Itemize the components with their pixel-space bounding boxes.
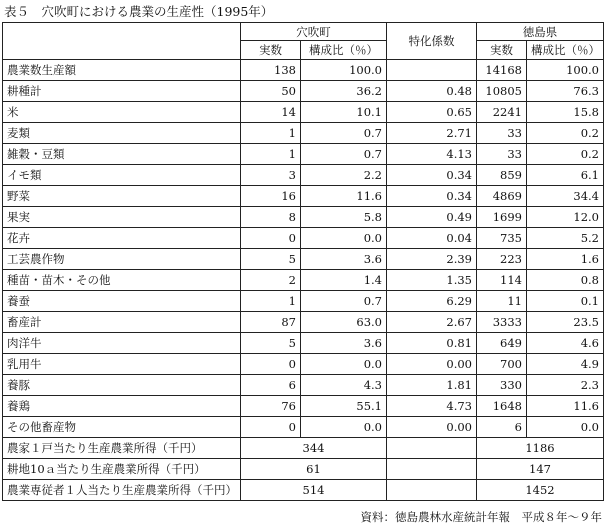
pref-actual-cell: 735 <box>477 228 527 249</box>
pref-ratio-cell: 1.6 <box>527 249 604 270</box>
summary-specialization-cell <box>387 459 477 480</box>
header-specialization: 特化係数 <box>387 23 477 60</box>
table-row <box>3 291 604 312</box>
summary-label: 農家１戸当たり生産農業所得（千円） <box>3 438 241 459</box>
pref-ratio-cell: 15.8 <box>527 102 604 123</box>
local-actual-cell: 5 <box>241 333 301 354</box>
table-row <box>3 270 604 291</box>
pref-ratio-cell: 76.3 <box>527 81 604 102</box>
header-group-pref: 徳島県 <box>477 23 604 41</box>
local-ratio-cell: 3.6 <box>301 333 387 354</box>
local-actual-cell: 16 <box>241 186 301 207</box>
pref-actual-cell: 10805 <box>477 81 527 102</box>
specialization-cell: 2.71 <box>387 123 477 144</box>
row-label: 畜産計 <box>3 312 241 333</box>
specialization-cell: 0.34 <box>387 165 477 186</box>
row-label: イモ類 <box>3 165 241 186</box>
pref-ratio-cell: 4.6 <box>527 333 604 354</box>
local-ratio-cell: 3.6 <box>301 249 387 270</box>
local-actual-cell: 0 <box>241 354 301 375</box>
table-row <box>3 249 604 270</box>
pref-ratio-cell: 0.2 <box>527 123 604 144</box>
table-row <box>3 102 604 123</box>
row-label: 農業数生産額 <box>3 60 241 81</box>
local-ratio-cell: 0.0 <box>301 354 387 375</box>
summary-specialization-cell <box>387 480 477 501</box>
specialization-cell: 4.73 <box>387 396 477 417</box>
local-actual-cell: 8 <box>241 207 301 228</box>
source-note: 資料：徳島農林水産統計年報 平成８年～９年 <box>360 510 602 524</box>
pref-actual-cell: 223 <box>477 249 527 270</box>
row-label: 肉洋牛 <box>3 333 241 354</box>
row-label: その他畜産物 <box>3 417 241 438</box>
row-label: 種苗・苗木・その他 <box>3 270 241 291</box>
pref-actual-cell: 330 <box>477 375 527 396</box>
summary-label: 農業専従者１人当たり生産農業所得（千円） <box>3 480 241 501</box>
specialization-cell: 4.13 <box>387 144 477 165</box>
row-label: 果実 <box>3 207 241 228</box>
local-actual-cell: 2 <box>241 270 301 291</box>
table-row <box>3 165 604 186</box>
header-corner <box>3 23 241 60</box>
local-ratio-cell: 0.7 <box>301 144 387 165</box>
pref-ratio-cell: 100.0 <box>527 60 604 81</box>
pref-actual-cell: 1648 <box>477 396 527 417</box>
pref-ratio-cell: 5.2 <box>527 228 604 249</box>
table-row <box>3 396 604 417</box>
pref-actual-cell: 33 <box>477 123 527 144</box>
specialization-cell: 2.67 <box>387 312 477 333</box>
pref-ratio-cell: 4.9 <box>527 354 604 375</box>
header-pref-ratio: 構成比（％） <box>527 41 604 60</box>
local-actual-cell: 0 <box>241 417 301 438</box>
summary-local-cell: 514 <box>241 480 387 501</box>
row-label: 養蚕 <box>3 291 241 312</box>
local-ratio-cell: 63.0 <box>301 312 387 333</box>
local-ratio-cell: 36.2 <box>301 81 387 102</box>
table-row <box>3 417 604 438</box>
pref-ratio-cell: 6.1 <box>527 165 604 186</box>
local-ratio-cell: 2.2 <box>301 165 387 186</box>
table-row <box>3 60 604 81</box>
summary-label: 耕地10ａ当たり生産農業所得（千円） <box>3 459 241 480</box>
local-ratio-cell: 4.3 <box>301 375 387 396</box>
local-ratio-cell: 0.0 <box>301 228 387 249</box>
table-row <box>3 354 604 375</box>
productivity-table <box>2 22 604 501</box>
header-local-actual: 実数 <box>241 41 301 60</box>
local-actual-cell: 1 <box>241 144 301 165</box>
table-row <box>3 81 604 102</box>
pref-actual-cell: 6 <box>477 417 527 438</box>
summary-pref-cell: 1186 <box>477 438 604 459</box>
pref-actual-cell: 859 <box>477 165 527 186</box>
summary-local-cell: 344 <box>241 438 387 459</box>
pref-ratio-cell: 2.3 <box>527 375 604 396</box>
row-label: 乳用牛 <box>3 354 241 375</box>
header-local-ratio: 構成比（％） <box>301 41 387 60</box>
specialization-cell: 0.34 <box>387 186 477 207</box>
pref-ratio-cell: 12.0 <box>527 207 604 228</box>
local-actual-cell: 87 <box>241 312 301 333</box>
local-actual-cell: 3 <box>241 165 301 186</box>
local-actual-cell: 0 <box>241 228 301 249</box>
pref-actual-cell: 649 <box>477 333 527 354</box>
local-actual-cell: 1 <box>241 291 301 312</box>
specialization-cell: 1.81 <box>387 375 477 396</box>
summary-row <box>3 438 604 459</box>
summary-specialization-cell <box>387 438 477 459</box>
summary-pref-cell: 147 <box>477 459 604 480</box>
summary-pref-cell: 1452 <box>477 480 604 501</box>
header-row-groups <box>3 23 604 41</box>
pref-actual-cell: 33 <box>477 144 527 165</box>
local-ratio-cell: 0.7 <box>301 291 387 312</box>
pref-ratio-cell: 0.2 <box>527 144 604 165</box>
specialization-cell: 0.65 <box>387 102 477 123</box>
pref-actual-cell: 14168 <box>477 60 527 81</box>
specialization-cell: 0.00 <box>387 354 477 375</box>
specialization-cell: 6.29 <box>387 291 477 312</box>
local-actual-cell: 1 <box>241 123 301 144</box>
pref-actual-cell: 2241 <box>477 102 527 123</box>
pref-ratio-cell: 0.1 <box>527 291 604 312</box>
row-label: 野菜 <box>3 186 241 207</box>
row-label: 工芸農作物 <box>3 249 241 270</box>
table-row <box>3 333 604 354</box>
local-ratio-cell: 5.8 <box>301 207 387 228</box>
pref-actual-cell: 114 <box>477 270 527 291</box>
local-actual-cell: 6 <box>241 375 301 396</box>
local-actual-cell: 50 <box>241 81 301 102</box>
table-title: 表５ 穴吹町における農業の生産性（1995年） <box>4 4 274 19</box>
pref-actual-cell: 4869 <box>477 186 527 207</box>
row-label: 雑穀・豆類 <box>3 144 241 165</box>
summary-local-cell: 61 <box>241 459 387 480</box>
pref-ratio-cell: 0.0 <box>527 417 604 438</box>
specialization-cell: 0.49 <box>387 207 477 228</box>
row-label: 米 <box>3 102 241 123</box>
local-ratio-cell: 0.7 <box>301 123 387 144</box>
pref-actual-cell: 3333 <box>477 312 527 333</box>
table-row <box>3 144 604 165</box>
pref-actual-cell: 11 <box>477 291 527 312</box>
pref-ratio-cell: 0.8 <box>527 270 604 291</box>
specialization-cell: 0.04 <box>387 228 477 249</box>
specialization-cell: 0.81 <box>387 333 477 354</box>
specialization-cell: 1.35 <box>387 270 477 291</box>
local-ratio-cell: 0.0 <box>301 417 387 438</box>
local-actual-cell: 14 <box>241 102 301 123</box>
table-row <box>3 375 604 396</box>
table-row <box>3 207 604 228</box>
specialization-cell <box>387 60 477 81</box>
local-actual-cell: 138 <box>241 60 301 81</box>
pref-actual-cell: 700 <box>477 354 527 375</box>
table-row <box>3 123 604 144</box>
local-ratio-cell: 55.1 <box>301 396 387 417</box>
local-actual-cell: 5 <box>241 249 301 270</box>
summary-row <box>3 480 604 501</box>
local-ratio-cell: 100.0 <box>301 60 387 81</box>
pref-ratio-cell: 34.4 <box>527 186 604 207</box>
specialization-cell: 0.00 <box>387 417 477 438</box>
pref-ratio-cell: 11.6 <box>527 396 604 417</box>
table-row <box>3 228 604 249</box>
pref-actual-cell: 1699 <box>477 207 527 228</box>
header-pref-actual: 実数 <box>477 41 527 60</box>
table-row <box>3 312 604 333</box>
table-row <box>3 186 604 207</box>
header-group-local: 穴吹町 <box>241 23 387 41</box>
row-label: 麦類 <box>3 123 241 144</box>
local-ratio-cell: 11.6 <box>301 186 387 207</box>
local-ratio-cell: 1.4 <box>301 270 387 291</box>
local-actual-cell: 76 <box>241 396 301 417</box>
specialization-cell: 0.48 <box>387 81 477 102</box>
local-ratio-cell: 10.1 <box>301 102 387 123</box>
specialization-cell: 2.39 <box>387 249 477 270</box>
row-label: 花卉 <box>3 228 241 249</box>
row-label: 養鶏 <box>3 396 241 417</box>
summary-row <box>3 459 604 480</box>
row-label: 養豚 <box>3 375 241 396</box>
row-label: 耕種計 <box>3 81 241 102</box>
pref-ratio-cell: 23.5 <box>527 312 604 333</box>
